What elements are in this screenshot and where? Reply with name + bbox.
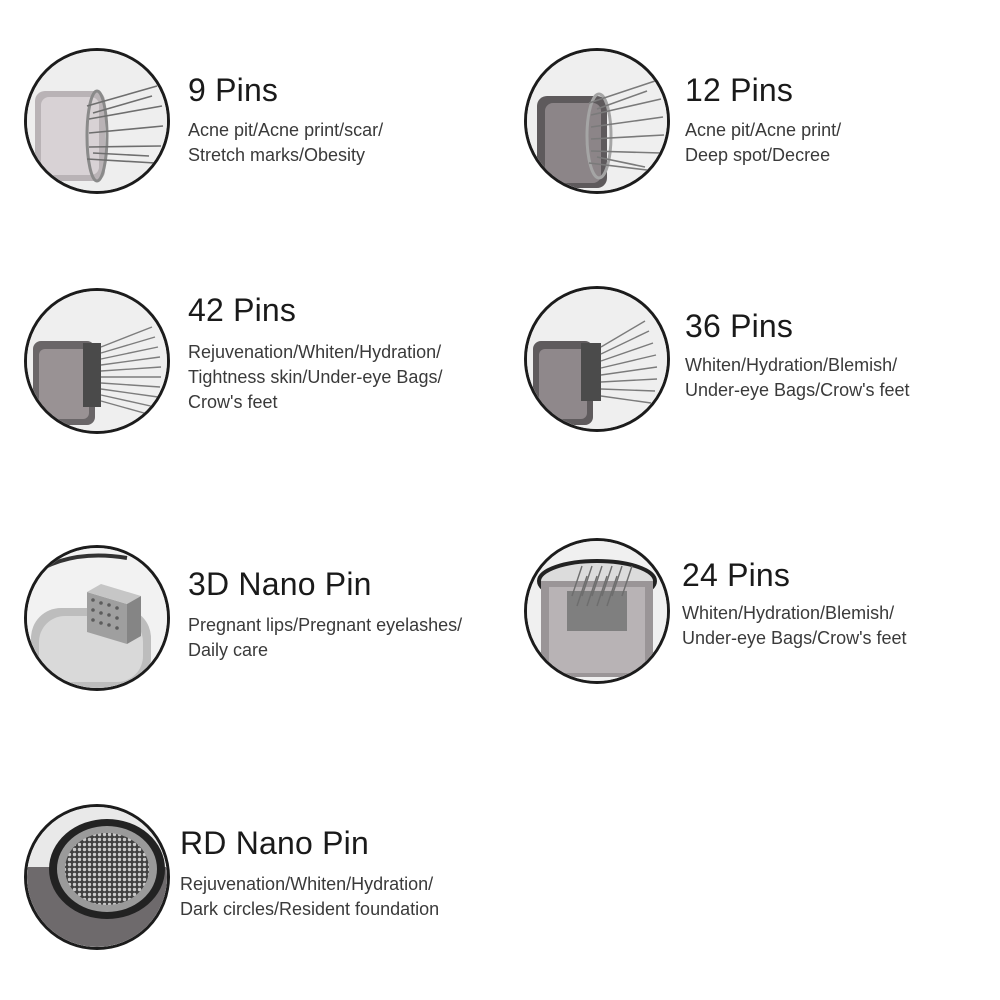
description-line: Pregnant lips/Pregnant eyelashes/ [188,615,463,635]
needle-cartridge-24-icon [524,538,670,684]
product-title: 12 Pins [685,72,794,108]
description-line: Deep spot/Decree [685,145,831,165]
needle-cartridge-36-icon [524,286,670,432]
description-line: Rejuvenation/Whiten/Hydration/ [188,342,442,362]
product-title: 36 Pins [685,308,794,344]
product-description [188,118,383,168]
description-line: Stretch marks/Obesity [188,145,366,165]
product-description [188,613,462,663]
product-description [180,872,439,922]
description-line: Acne pit/Acne print/ [685,120,842,140]
product-title: 42 Pins [188,292,297,328]
needle-cartridge-12-icon [524,48,670,194]
description-line: Tightness skin/Under-eye Bags/ [188,367,443,387]
nano-3d-cartridge-icon [24,545,170,691]
needle-cartridge-9-icon [24,48,170,194]
description-line: Rejuvenation/Whiten/Hydration/ [180,874,434,894]
product-description [682,601,907,651]
description-line: Daily care [188,640,269,660]
description-line: Dark circles/Resident foundation [180,899,440,919]
description-line: Whiten/Hydration/Blemish/ [682,603,895,623]
product-description [685,353,910,403]
nano-rd-cartridge-icon [24,804,170,950]
description-line: Crow's feet [188,392,278,412]
description-line: Under-eye Bags/Crow's feet [682,628,907,648]
needle-cartridge-42-icon [24,288,170,434]
product-description [685,118,841,168]
product-title: 9 Pins [188,72,279,108]
product-title: RD Nano Pin [180,825,369,861]
description-line: Acne pit/Acne print/scar/ [188,120,384,140]
product-description [188,340,442,415]
product-title: 24 Pins [682,557,791,593]
description-line: Under-eye Bags/Crow's feet [685,380,910,400]
product-title: 3D Nano Pin [188,566,372,602]
description-line: Whiten/Hydration/Blemish/ [685,355,898,375]
